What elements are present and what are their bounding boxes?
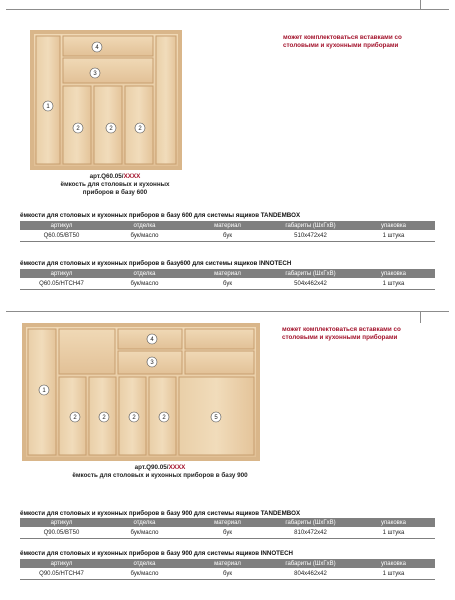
caption-line: ёмкость для столовых и кухонных приборов в базу 900	[72, 472, 248, 479]
marker-1: 1	[46, 104, 50, 110]
spec-table	[20, 518, 435, 539]
column-header: габариты (ШхГхВ)	[269, 269, 352, 278]
table-cell: Q90.05/HTCH47	[20, 568, 103, 580]
table-cell: 810x472x42	[269, 527, 352, 539]
table-row	[20, 230, 435, 242]
column-header: габариты (ШхГхВ)	[269, 221, 352, 230]
column-header: артикул	[20, 518, 103, 527]
column-header: упаковка	[352, 518, 435, 527]
column-header: габариты (ШхГхВ)	[269, 559, 352, 568]
column-header: упаковка	[352, 269, 435, 278]
organizer-900-image	[22, 323, 260, 461]
marker-2: 2	[73, 415, 77, 421]
column-header: отделка	[103, 269, 186, 278]
table-cell: 1 штука	[352, 230, 435, 242]
caption-line: приборов в базу 600	[82, 189, 148, 196]
column-header: отделка	[103, 518, 186, 527]
table-cell: 804x462x42	[269, 568, 352, 580]
table-row	[20, 527, 435, 539]
table-title: ёмкости для столовых и кухонных приборов в базу 900 для системы ящиков TANDEMBOX	[20, 510, 301, 517]
column-header: материал	[186, 221, 269, 230]
marker-2: 2	[76, 126, 80, 132]
table-cell: бук/масло	[103, 527, 186, 539]
spec-table	[20, 221, 435, 242]
table-cell: бук/масло	[103, 230, 186, 242]
column-header: отделка	[103, 559, 186, 568]
table-cell: 1 штука	[352, 527, 435, 539]
table-cell: Q60.05/BT50	[20, 230, 103, 242]
column-header: отделка	[103, 221, 186, 230]
table-cell: бук	[186, 568, 269, 580]
marker-4: 4	[95, 45, 99, 51]
column-header: артикул	[20, 221, 103, 230]
product-caption	[40, 173, 190, 197]
spec-table	[20, 269, 435, 290]
table-cell: бук	[186, 527, 269, 539]
product-caption	[60, 464, 260, 480]
top-divider-tick	[420, 0, 421, 9]
table-cell: 504x462x42	[269, 278, 352, 290]
marker-2: 2	[102, 415, 106, 421]
column-header: упаковка	[352, 559, 435, 568]
marker-2: 2	[132, 415, 136, 421]
column-header: габариты (ШхГхВ)	[269, 518, 352, 527]
marker-1: 1	[42, 388, 46, 394]
column-header: артикул	[20, 559, 103, 568]
article-code: арт.Q60.05/XXXX	[89, 173, 141, 180]
table-cell: бук/масло	[103, 568, 186, 580]
table-row	[20, 568, 435, 580]
table-cell: 1 штука	[352, 278, 435, 290]
section-divider	[6, 311, 449, 312]
column-header: материал	[186, 559, 269, 568]
table-cell: 510x472x42	[269, 230, 352, 242]
marker-5: 5	[214, 415, 218, 421]
spec-table	[20, 559, 435, 580]
marker-3: 3	[93, 71, 97, 77]
marker-2: 2	[162, 415, 166, 421]
top-divider	[6, 9, 449, 10]
article-code: арт.Q90.05/XXXX	[134, 464, 186, 471]
organizer-600-image	[30, 30, 182, 170]
table-title: ёмкости для столовых и кухонных приборов в базу 600 для системы ящиков TANDEMBOX	[20, 212, 301, 219]
table-cell: бук	[186, 230, 269, 242]
caption-line: ёмкость для столовых и кухонных	[60, 181, 170, 188]
column-header: артикул	[20, 269, 103, 278]
section-divider-tick	[420, 311, 421, 323]
table-cell: бук/масло	[103, 278, 186, 290]
marker-3: 3	[150, 360, 154, 366]
table-row	[20, 278, 435, 290]
table-cell: бук	[186, 278, 269, 290]
note-inserts: может комплектоваться вставками со столовыми и кухонными приборами	[283, 34, 402, 50]
marker-2: 2	[138, 126, 142, 132]
marker-4: 4	[150, 337, 154, 343]
marker-2: 2	[109, 126, 113, 132]
table-cell: Q90.05/BT50	[20, 527, 103, 539]
table-title: ёмкости для столовых и кухонных приборов в базу600 для системы ящиков INNOTECH	[20, 260, 292, 267]
table-cell: 1 штука	[352, 568, 435, 580]
column-header: материал	[186, 518, 269, 527]
column-header: упаковка	[352, 221, 435, 230]
column-header: материал	[186, 269, 269, 278]
note-inserts: может комплектоваться вставками со столовыми и кухонными приборами	[282, 326, 401, 342]
table-title: ёмкости для столовых и кухонных приборов в базу 900 для системы ящиков INNOTECH	[20, 550, 294, 557]
table-cell: Q60.05/HTCH47	[20, 278, 103, 290]
